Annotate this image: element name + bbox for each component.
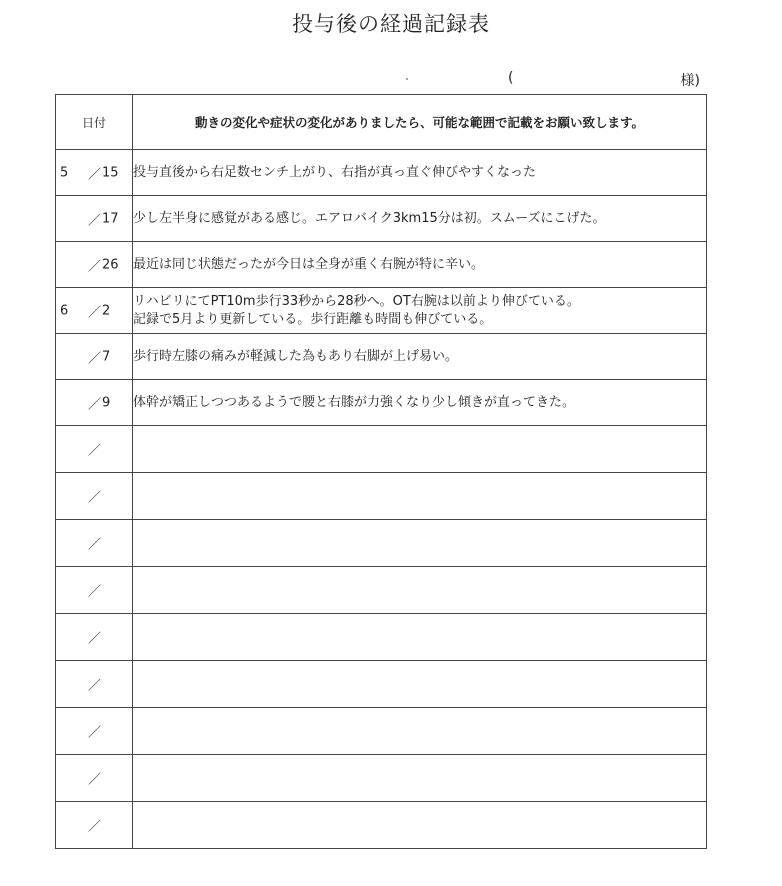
date-slash: ／ <box>88 351 102 366</box>
table-row <box>56 802 707 849</box>
date-day: 15 <box>102 165 119 180</box>
date-slash: ／ <box>88 725 102 741</box>
date-day: 17 <box>102 211 119 226</box>
table-row <box>56 567 707 614</box>
date-slash: ／ <box>88 397 102 412</box>
table-header-row <box>56 95 707 150</box>
table-row <box>56 520 707 567</box>
date-slash: ／ <box>88 167 102 182</box>
note-cell[interactable] <box>133 473 707 520</box>
table-row <box>56 661 707 708</box>
progress-log-table <box>55 94 707 849</box>
table-row <box>56 288 707 334</box>
date-cell[interactable] <box>56 150 133 196</box>
note-cell[interactable] <box>133 661 707 708</box>
table-row <box>56 242 707 288</box>
table-row <box>56 614 707 661</box>
date-slash: ／ <box>88 537 102 553</box>
date-day: 9 <box>102 395 111 410</box>
note-line: 最近は同じ状態だったが今日は全身が重く右腕が特に辛い。 <box>133 256 485 272</box>
table-row <box>56 426 707 473</box>
note-cell[interactable] <box>133 802 707 849</box>
table-row <box>56 708 707 755</box>
note-cell[interactable] <box>133 567 707 614</box>
date-cell[interactable] <box>56 755 133 802</box>
note-line: 記録で5月より更新している。歩行距離も時間も伸びている。 <box>133 311 493 327</box>
table-row <box>56 196 707 242</box>
date-column-header: 日付 <box>56 95 133 150</box>
date-day: 26 <box>102 257 119 272</box>
note-cell[interactable] <box>133 196 707 242</box>
note-cell[interactable] <box>133 288 707 334</box>
date-cell[interactable] <box>56 520 133 567</box>
name-honorific: 様) <box>680 73 700 89</box>
name-open-paren: ( <box>508 70 514 86</box>
table-row <box>56 334 707 380</box>
date-month: 6 <box>60 303 69 318</box>
note-cell[interactable] <box>133 755 707 802</box>
date-cell[interactable] <box>56 473 133 520</box>
table-row <box>56 380 707 426</box>
note-cell[interactable] <box>133 520 707 567</box>
date-slash: ／ <box>88 584 102 600</box>
date-slash: ／ <box>88 631 102 647</box>
date-slash: ／ <box>88 819 102 835</box>
table-row <box>56 473 707 520</box>
date-cell[interactable] <box>56 242 133 288</box>
date-cell[interactable] <box>56 802 133 849</box>
note-line: 体幹が矯正しつつあるようで腰と右膝が力強くなり少し傾きが直ってきた。 <box>133 394 576 410</box>
date-slash: ／ <box>88 213 102 228</box>
date-cell[interactable] <box>56 614 133 661</box>
page-title: 投与後の経過記録表 <box>292 12 490 36</box>
note-cell[interactable] <box>133 150 707 196</box>
note-cell[interactable] <box>133 242 707 288</box>
scan-speck <box>406 78 408 80</box>
date-slash: ／ <box>88 678 102 694</box>
table-row <box>56 755 707 802</box>
note-line: 投与直後から右足数センチ上がり、右指が真っ直ぐ伸びやすくなった <box>133 164 537 180</box>
date-cell[interactable] <box>56 334 133 380</box>
date-cell[interactable] <box>56 288 133 334</box>
date-slash: ／ <box>88 443 102 459</box>
date-cell[interactable] <box>56 426 133 473</box>
date-cell[interactable] <box>56 661 133 708</box>
date-day: 2 <box>102 303 111 318</box>
date-month: 5 <box>60 165 69 180</box>
note-line: 歩行時左膝の痛みが軽減した為もあり右脚が上げ易い。 <box>133 348 459 364</box>
date-slash: ／ <box>88 772 102 788</box>
note-line: リハビリにてPT10m歩行33秒から28秒へ。OT右腕は以前より伸びている。 <box>133 293 580 309</box>
table-row <box>56 150 707 196</box>
note-cell[interactable] <box>133 708 707 755</box>
note-cell[interactable] <box>133 334 707 380</box>
note-cell[interactable] <box>133 426 707 473</box>
date-cell[interactable] <box>56 708 133 755</box>
date-slash: ／ <box>88 490 102 506</box>
note-line: 少し左半身に感覚がある感じ。エアロバイク3km15分は初。スムーズにこげた。 <box>133 210 606 226</box>
note-cell[interactable] <box>133 380 707 426</box>
date-cell[interactable] <box>56 196 133 242</box>
date-day: 7 <box>102 349 111 364</box>
date-cell[interactable] <box>56 380 133 426</box>
patient-name-line <box>508 70 700 92</box>
date-cell[interactable] <box>56 567 133 614</box>
note-column-header: 動きの変化や症状の変化がありましたら、可能な範囲で記載をお願い致します。 <box>133 95 707 150</box>
note-cell[interactable] <box>133 614 707 661</box>
date-slash: ／ <box>88 305 102 320</box>
date-slash: ／ <box>88 259 102 274</box>
